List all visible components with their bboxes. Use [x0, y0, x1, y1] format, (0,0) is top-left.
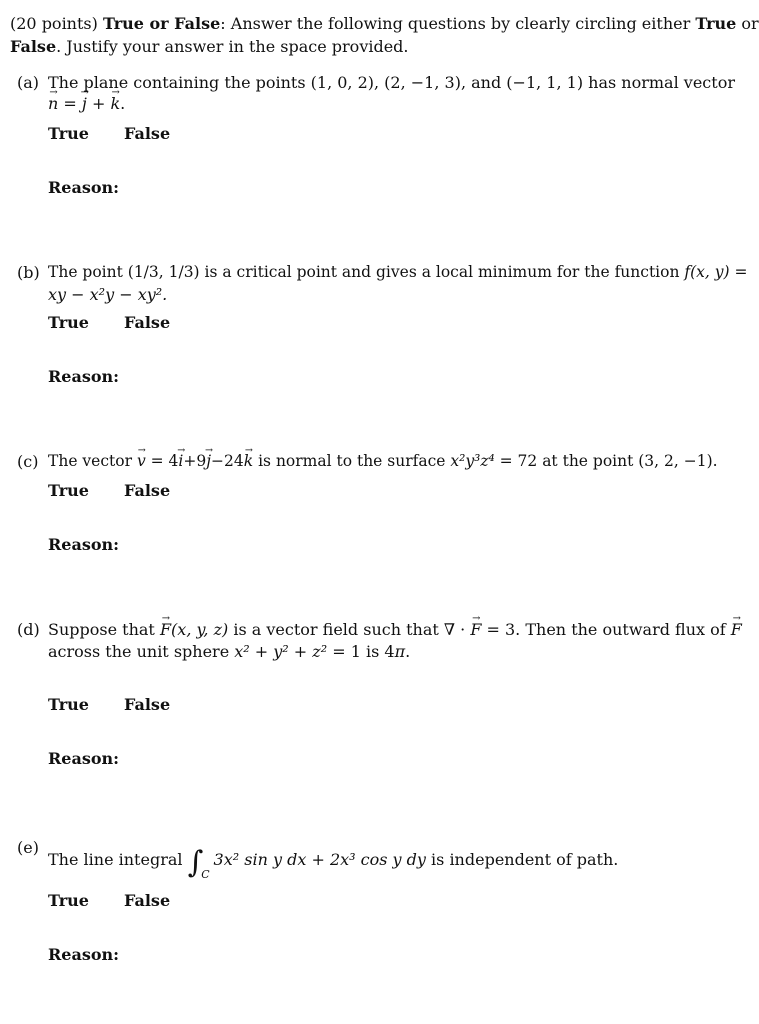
question-e-true-option[interactable]: True [48, 891, 89, 910]
text: = 72 at the point (3, 2, −1). [494, 452, 718, 470]
intro-line-2 [10, 37, 409, 56]
question-b-false-option[interactable]: False [124, 313, 171, 332]
sphere-expression: x² + y² + z² [234, 642, 328, 661]
question-a-line-2 [48, 94, 125, 113]
question-e-line-1 [48, 838, 619, 881]
question-a-reason-label: Reason: [48, 178, 120, 197]
period: . [120, 94, 126, 113]
field-args: (x, y, z) [171, 620, 229, 639]
vector-k: → k [110, 94, 120, 113]
question-e-reason-label: Reason: [48, 945, 120, 964]
question-d-label: (d) [17, 620, 40, 639]
surface-expression: x²y³z⁴ [450, 452, 495, 470]
intro-mid: : Answer the following questions by clearly circling either [220, 14, 696, 33]
question-a-label: (a) [17, 73, 40, 92]
vector-i: → i [178, 452, 183, 470]
question-d-reason-label: Reason: [48, 749, 120, 768]
text: across the unit sphere [48, 642, 235, 661]
equals: = [729, 263, 748, 281]
question-e-label: (e) [17, 838, 39, 857]
question-d-line-1 [48, 620, 742, 639]
text: Suppose that [48, 620, 160, 639]
text: The vector [48, 452, 137, 470]
plus: + [86, 94, 111, 113]
question-a-true-option[interactable]: True [48, 124, 89, 143]
integrand: 3x² sin y dx + 2x³ cos y dy [213, 850, 426, 869]
question-c-line-1 [48, 452, 718, 470]
function-f: f(x, y) [684, 263, 730, 281]
intro-bold-false: False [10, 37, 57, 56]
question-b-label: (b) [17, 263, 40, 282]
question-b-line-1 [48, 263, 748, 281]
text: is a vector field such that ∇ · [228, 620, 471, 639]
vector-field-F: → F [160, 620, 171, 639]
question-e-false-option[interactable]: False [124, 891, 171, 910]
text: The line integral [48, 850, 188, 869]
intro-prefix: (20 points) [10, 14, 103, 33]
equals: = [58, 94, 82, 113]
intro-line-1 [10, 14, 759, 33]
question-b-line-2: xy − x²y − xy². [48, 285, 168, 304]
question-c-false-option[interactable]: False [124, 481, 171, 500]
intro-rest: . Justify your answer in the space provided. [56, 37, 409, 56]
vector-n: → n [48, 94, 58, 113]
vector-j: → j [206, 452, 211, 470]
text: is normal to the surface [253, 452, 451, 470]
integral-subscript-c: C [201, 867, 210, 881]
question-d-line-2 [48, 642, 410, 661]
intro-bold-true: True [695, 14, 737, 33]
pi-symbol: π [394, 642, 406, 661]
vector-k: → k [244, 452, 253, 470]
vector-field-F: → F [470, 620, 481, 639]
text: is independent of path. [425, 850, 619, 869]
question-b-reason-label: Reason: [48, 367, 120, 386]
text: = 4 [145, 452, 179, 470]
question-a-line-1: The plane containing the points (1, 0, 2), (2, −1, 3), and (−1, 1, 1) has normal vector [48, 73, 735, 92]
text: = 1 is 4 [327, 642, 395, 661]
vector-v: → v [137, 452, 146, 470]
question-c-reason-label: Reason: [48, 535, 120, 554]
vector-j: → j [82, 94, 87, 113]
text: = 3. Then the outward flux of [481, 620, 731, 639]
question-d-false-option[interactable]: False [124, 695, 171, 714]
question-c-true-option[interactable]: True [48, 481, 89, 500]
intro-or: or [736, 14, 759, 33]
question-b-text: The point (1/3, 1/3) is a critical point and gives a local minimum for the function [48, 263, 685, 281]
text: −24 [211, 452, 244, 470]
period: . [405, 642, 411, 661]
vector-field-F: → F [731, 620, 742, 639]
question-b-true-option[interactable]: True [48, 313, 89, 332]
text: +9 [183, 452, 207, 470]
integral-sign: ∫ [187, 845, 204, 880]
question-d-true-option[interactable]: True [48, 695, 89, 714]
question-c-label: (c) [17, 452, 39, 471]
question-a-false-option[interactable]: False [124, 124, 171, 143]
intro-bold-true-or-false: True or False [102, 14, 221, 33]
